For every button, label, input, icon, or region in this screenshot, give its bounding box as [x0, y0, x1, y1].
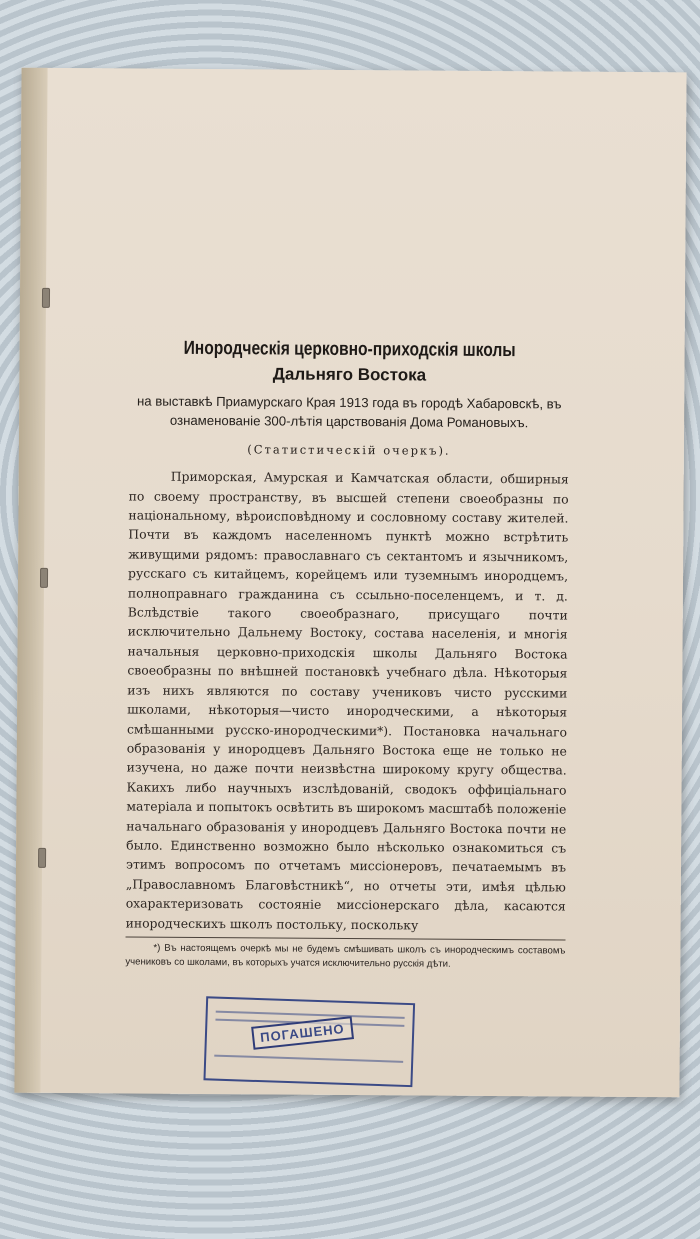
- cancellation-stamp: [203, 996, 415, 1087]
- footnote: *) Въ настоящемъ очеркѣ мы не будемъ смѣшивать школъ съ инородческимъ составомъ учениковъ со школами, въ которыхъ учатся исключительно русскія дѣти.: [125, 942, 566, 970]
- document-title: Инородческія церковно-приходскія школы: [183, 337, 516, 362]
- staple-icon: [42, 288, 50, 308]
- stamp-label: ПОГАШЕНО: [251, 1016, 354, 1050]
- document-page: [14, 68, 686, 1098]
- footnote-divider: [126, 936, 566, 940]
- document-content: [125, 338, 569, 972]
- stamp-line: [216, 1011, 405, 1019]
- document-kind: (Статистическій очеркъ).: [247, 442, 451, 458]
- document-title-region: Дальняго Востока: [272, 364, 427, 385]
- stamp-line: [214, 1055, 403, 1063]
- body-paragraph: Приморская, Амурская и Камчатская области, обширныя по своему пространству, въ высшей степени своеобразны по національному, вѣроисповѣдному и сословному составу жителей. Почти въ каждомъ населенномъ пунктѣ можно встрѣтить живущими рядомъ: православнаго съ сектантомъ и язычникомъ, русскаго съ китайцемъ, корейцемъ или туземнымъ инородцемъ, полноправнаго гражданина съ ссыльно-поселенцемъ, и т. д. Вслѣдствіе такого своеобразнаго, присущаго почти исключительно Дальнему Востоку, состава населенія, и многія начальныя церковно-приходскія школы Дальняго Востока своеобразны по внѣшней постановкѣ учебнаго дѣла. Нѣкоторыя изъ нихъ являются по составу учениковъ чисто русскими школами, нѣкоторыя—чисто инородческими, а нѣкоторыя смѣшанными русско-инородческими*). Постановка начальнаго образованія у инородцевъ Дальняго Востока еще не только не изучена, но даже почти неизвѣстна широкому кругу общества. Какихъ либо научныхъ изслѣдованій, сводокъ оффиціальнаго матеріала и попытокъ освѣтить въ широкомъ масштабѣ положеніе начальнаго образованія у инородцевъ Дальняго Востока почти не было. Единственно возможно было нѣсколько ознакомиться съ этимъ вопросомъ по отчетамъ миссіонеровъ, печатаемымъ въ „Православномъ Благовѣстникѣ“, но отчеты эти, имѣя цѣлью охарактеризовать состояніе миссіонерскаго дѣла, касаются инородческихъ школъ постольку, поскольку: [125, 468, 569, 933]
- staple-icon: [38, 848, 46, 868]
- staple-icon: [40, 568, 48, 588]
- document-subtitle: на выставкѣ Приамурскаго Края 1913 года въ городѣ Хабаровскѣ, въ ознаменованіе 300-лѣтія царствованія Дома Романовыхъ.: [136, 393, 562, 431]
